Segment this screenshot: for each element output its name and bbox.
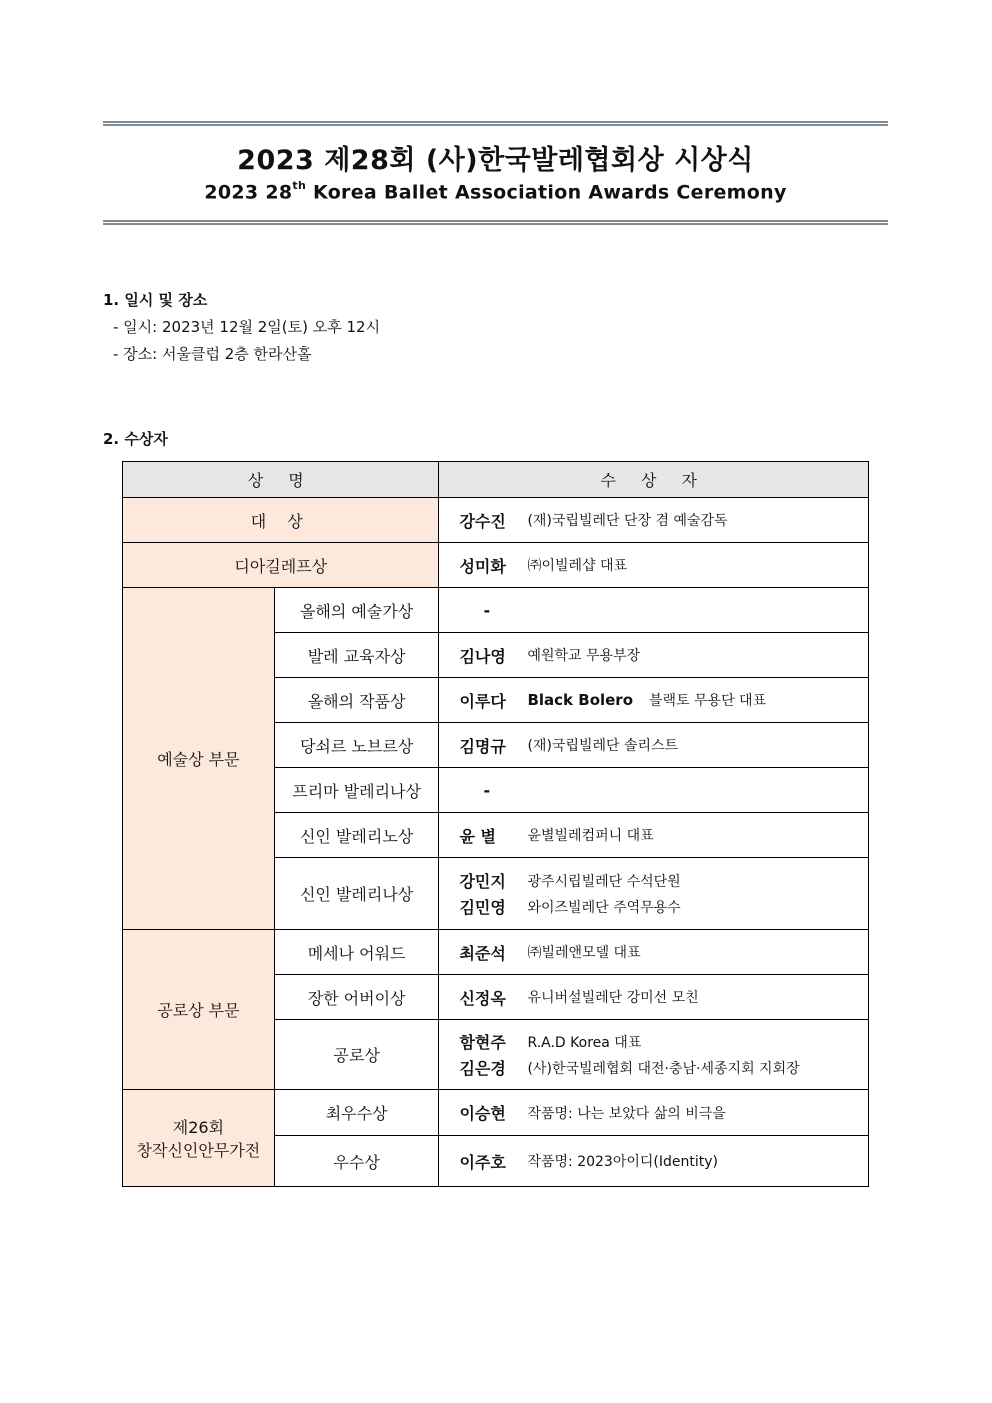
- winner-desc: 와이즈빌레단 주역무용수: [527, 899, 681, 916]
- winner-cell: [439, 858, 869, 930]
- winner-desc: 작품명: 나는 보았다 삶의 비극을: [527, 1105, 726, 1122]
- winner-cell: [439, 633, 869, 678]
- winner-cell: [439, 813, 869, 858]
- winner-name: 윤 별: [459, 826, 496, 846]
- winner-desc: ㈜빌레앤모델 대표: [527, 945, 641, 961]
- title-english-prefix: 2023 28: [204, 181, 293, 204]
- winner-name: 이주호: [459, 1152, 506, 1172]
- winner-name: 강민지: [459, 872, 506, 891]
- winner-cell: [439, 588, 869, 633]
- winner-cell: [439, 498, 869, 543]
- winner-desc: (사)한국빌레협회 대전·충남·세종지회 지회장: [527, 1060, 800, 1077]
- winner-name: 김은경: [459, 1059, 506, 1078]
- winner-desc: 유니버설빌레단 강미선 모친: [527, 990, 699, 1006]
- winner-name: 함현주: [459, 1033, 506, 1052]
- title-english-sup: th: [292, 179, 307, 192]
- header-award: 상 명: [123, 462, 439, 498]
- date-line: - 일시: 2023년 12월 2일(토) 오후 12시: [113, 318, 381, 336]
- winner-cell: [439, 1136, 869, 1187]
- winner-cell: [439, 678, 869, 723]
- title-korean: 2023 제28회 (사)한국발레협회상 시상식: [237, 145, 754, 176]
- winner-name: 이루다: [459, 691, 506, 711]
- header-winner: 수 상 자: [439, 462, 869, 498]
- winner-name: 강수진: [459, 511, 506, 531]
- table-row: [123, 588, 869, 633]
- winner-cell: [439, 930, 869, 975]
- winner-desc: ㈜이빌레샵 대표: [527, 558, 628, 574]
- table-row: [123, 543, 869, 588]
- title-block: [103, 121, 888, 227]
- winner-cell: [439, 1090, 869, 1136]
- winner-desc: 광주시립빌레단 수석단원: [527, 873, 681, 890]
- winner-cell: [439, 723, 869, 768]
- winner-desc: 작품명: 2023아이디(Identity): [527, 1154, 718, 1170]
- award-label: 올해의 예술가상: [274, 588, 439, 633]
- award-label: 최우수상: [274, 1090, 439, 1136]
- winner-name: 최준석: [459, 943, 506, 963]
- awards-table: [122, 461, 869, 1187]
- winner-name: 신정옥: [459, 988, 506, 1008]
- section2-heading: 2. 수상자: [103, 430, 168, 448]
- award-label: 발레 교육자상: [274, 633, 439, 678]
- winner-name: 김민영: [459, 898, 506, 917]
- title-bottom-rule: [103, 220, 888, 225]
- title-english: [103, 181, 888, 203]
- section1-heading: 1. 일시 및 장소: [103, 291, 208, 309]
- award-label: 당쇠르 노브르상: [274, 723, 439, 768]
- table-header-row: [123, 462, 869, 498]
- category-choreo: [123, 1090, 275, 1187]
- winner-desc: R.A.D Korea 대표: [527, 1034, 642, 1051]
- winner-cell: [439, 975, 869, 1020]
- category-choreo-line1: 제26회: [172, 1118, 225, 1137]
- winner-desc: 예원학교 무용부장: [527, 648, 641, 664]
- winner-desc: (재)국립빌레단 솔리스트: [527, 738, 679, 754]
- award-label: 신인 발레리노상: [274, 813, 439, 858]
- title-top-rule: [103, 121, 888, 126]
- award-label: 올해의 작품상: [274, 678, 439, 723]
- winner-cell: [439, 543, 869, 588]
- award-label: 우수상: [274, 1136, 439, 1187]
- category-merit: 공로상 부문: [123, 930, 275, 1090]
- table-row: [123, 498, 869, 543]
- winner-desc: 윤별빌레컴퍼니 대표: [527, 828, 654, 844]
- award-label: 공로상: [274, 1020, 439, 1090]
- category-choreo-line2: 창작신인안무가전: [136, 1141, 261, 1160]
- winner-name: 김나영: [459, 646, 506, 666]
- winner-desc: 블랙토 무용단 대표: [649, 693, 767, 709]
- award-label: 신인 발레리나상: [274, 858, 439, 930]
- winner-desc: (재)국립빌레단 단장 겸 예술감독: [527, 513, 728, 529]
- award-grand: [123, 498, 439, 543]
- winner-dash: -: [483, 600, 491, 620]
- award-label: 대 상: [250, 511, 311, 531]
- winner-cell: [439, 768, 869, 813]
- award-label: 메세나 어워드: [274, 930, 439, 975]
- place-line: - 장소: 서울클럽 2층 한라산홀: [113, 345, 312, 363]
- winner-name: 김명규: [459, 736, 506, 756]
- work-title: Black Bolero: [527, 691, 634, 709]
- category-art: 예술상 부문: [123, 588, 275, 930]
- title-english-suffix: Korea Ballet Association Awards Ceremony: [306, 181, 787, 204]
- winner-dash: -: [483, 780, 491, 800]
- award-label: 프리마 발레리나상: [274, 768, 439, 813]
- award-diaghilev: 디아길레프상: [123, 543, 439, 588]
- table-row: [123, 930, 869, 975]
- winner-cell: [439, 1020, 869, 1090]
- award-label: 장한 어버이상: [274, 975, 439, 1020]
- winner-name: 이승현: [459, 1104, 506, 1123]
- table-row: [123, 1090, 869, 1136]
- winner-name: 성미화: [459, 556, 506, 576]
